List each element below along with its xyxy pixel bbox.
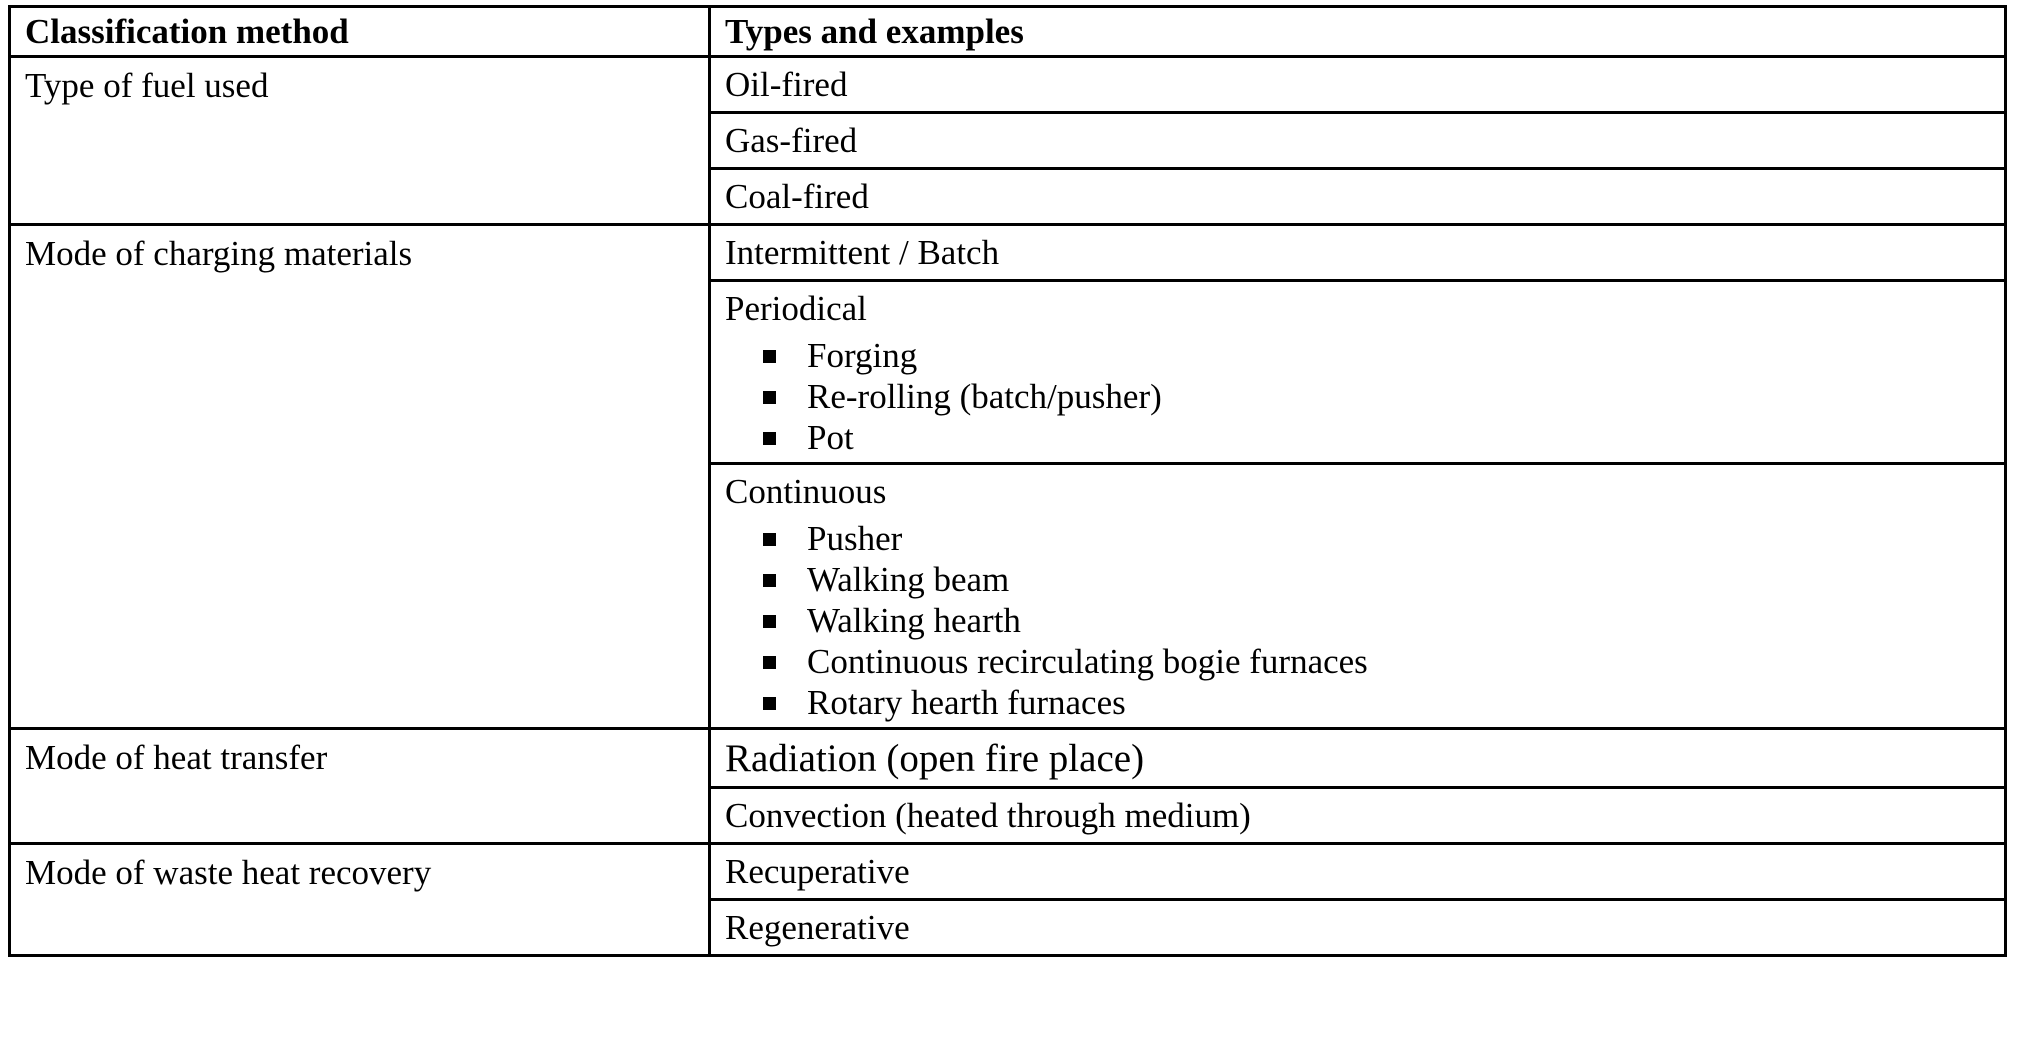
- column-header-classification-method-label: Classification method: [25, 12, 349, 51]
- type-label: Gas-fired: [725, 121, 858, 160]
- list-item-label: Forging: [807, 336, 918, 375]
- filled-square-bullet-icon: [763, 432, 776, 445]
- table-row: [10, 225, 2006, 281]
- types-and-examples-cell: [710, 57, 2006, 113]
- types-and-examples-cell: [710, 113, 2006, 169]
- list-item: [711, 518, 2004, 559]
- list-item-label: Pot: [807, 418, 854, 457]
- type-label: Regenerative: [725, 908, 910, 947]
- type-bullet-list: [711, 335, 2004, 462]
- type-label: Oil-fired: [725, 65, 848, 104]
- type-label: Intermittent / Batch: [725, 233, 1000, 272]
- list-item-label: Continuous recirculating bogie furnaces: [807, 642, 1368, 681]
- classification-method-cell: [10, 57, 710, 225]
- list-item: [711, 417, 2004, 458]
- types-and-examples-cell: [710, 281, 2006, 464]
- list-item-label: Re-rolling (batch/pusher): [807, 377, 1162, 416]
- filled-square-bullet-icon: [763, 697, 776, 710]
- table-row: [10, 844, 2006, 900]
- type-label: Coal-fired: [725, 177, 869, 216]
- type-bullet-list: [711, 518, 2004, 727]
- type-label: Recuperative: [725, 852, 910, 891]
- list-item: [711, 335, 2004, 376]
- list-item-label: Rotary hearth furnaces: [807, 683, 1126, 722]
- types-and-examples-cell: [710, 169, 2006, 225]
- filled-square-bullet-icon: [763, 615, 776, 628]
- list-item-label: Walking hearth: [807, 601, 1021, 640]
- list-item-label: Pusher: [807, 519, 903, 558]
- type-label: Radiation (open fire place): [725, 737, 1145, 780]
- classification-method-cell: [10, 844, 710, 956]
- table-body: [10, 57, 2006, 956]
- table-header: [10, 7, 2006, 57]
- type-label: Periodical: [725, 289, 867, 328]
- types-and-examples-cell: [710, 225, 2006, 281]
- list-item: [711, 559, 2004, 600]
- type-label: Convection (heated through medium): [725, 796, 1251, 835]
- classification-method-label: Type of fuel used: [25, 66, 269, 105]
- filled-square-bullet-icon: [763, 350, 776, 363]
- classification-method-cell: [10, 225, 710, 729]
- column-header-classification-method: [10, 7, 710, 57]
- types-and-examples-cell: [710, 788, 2006, 844]
- list-item-label: Walking beam: [807, 560, 1010, 599]
- classification-method-label: Mode of charging materials: [25, 234, 413, 273]
- table-row: [10, 57, 2006, 113]
- types-and-examples-cell: [710, 464, 2006, 729]
- list-item: [711, 600, 2004, 641]
- type-label: Continuous: [725, 472, 887, 511]
- list-item: [711, 682, 2004, 723]
- filled-square-bullet-icon: [763, 656, 776, 669]
- list-item: [711, 376, 2004, 417]
- column-header-types-and-examples: [710, 7, 2006, 57]
- classification-method-label: Mode of waste heat recovery: [25, 853, 432, 892]
- table-row: [10, 729, 2006, 788]
- types-and-examples-cell: [710, 729, 2006, 788]
- furnace-classification-table: [8, 5, 2007, 957]
- filled-square-bullet-icon: [763, 533, 776, 546]
- list-item: [711, 641, 2004, 682]
- types-and-examples-cell: [710, 900, 2006, 956]
- filled-square-bullet-icon: [763, 391, 776, 404]
- table-header-row: [10, 7, 2006, 57]
- filled-square-bullet-icon: [763, 574, 776, 587]
- classification-method-label: Mode of heat transfer: [25, 738, 328, 777]
- types-and-examples-cell: [710, 844, 2006, 900]
- classification-method-cell: [10, 729, 710, 844]
- column-header-types-and-examples-label: Types and examples: [725, 12, 1024, 51]
